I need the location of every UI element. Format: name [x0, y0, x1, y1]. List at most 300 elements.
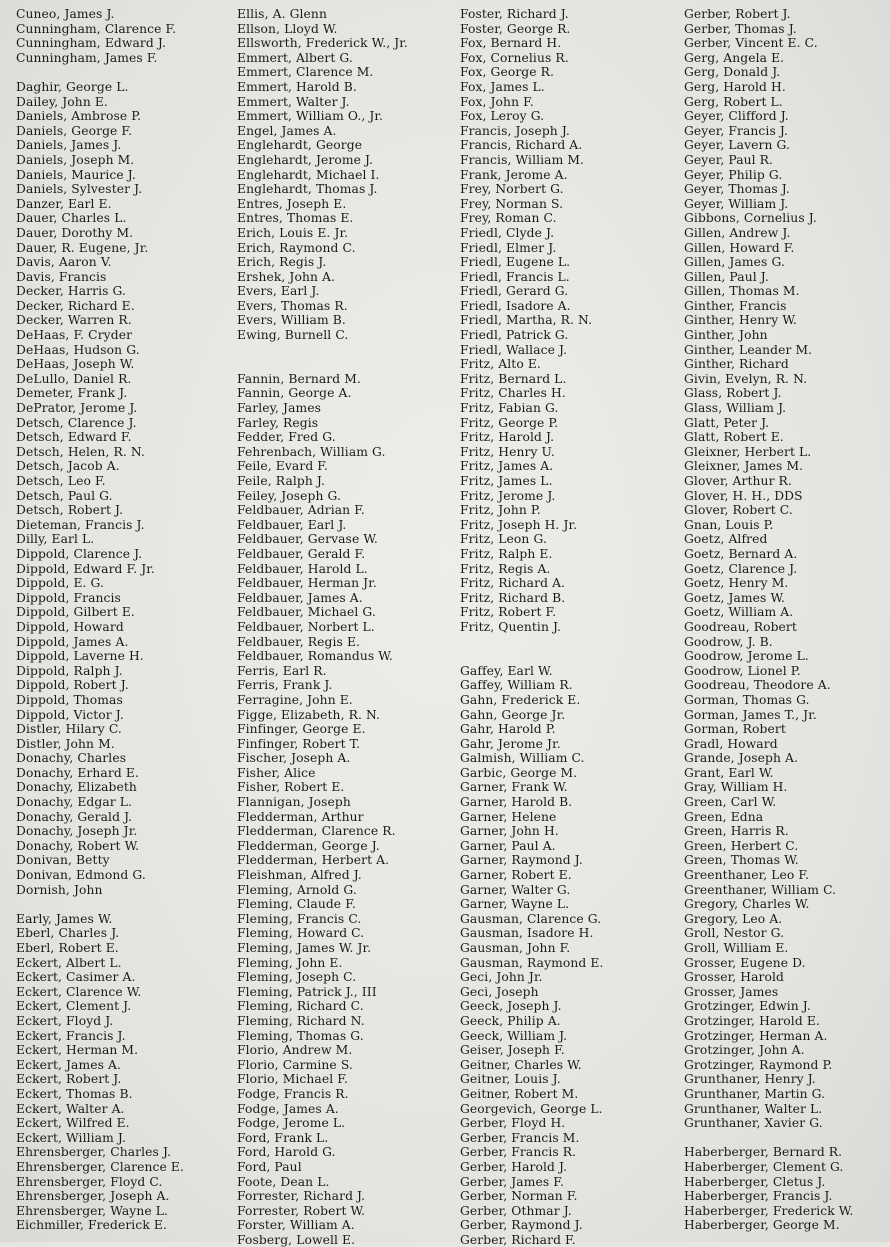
list-item: Goodreau, Theodore A. — [684, 678, 831, 693]
list-item: Gerber, Othmar J. — [460, 1203, 572, 1218]
list-item: Gillen, Paul J. — [684, 269, 769, 284]
list-item: Givin, Evelyn, R. N. — [684, 371, 808, 386]
list-item: Erich, Regis J. — [237, 255, 327, 270]
list-item: Geiser, Joseph F. — [460, 1043, 565, 1058]
list-item: Fritz, Robert F. — [460, 605, 557, 620]
list-item: Geyer, Philip G. — [684, 167, 783, 182]
list-item: Haberberger, George M. — [684, 1218, 840, 1233]
list-item: DePrator, Jerome J. — [16, 401, 138, 416]
list-item: Friedl, Eugene L. — [460, 255, 571, 270]
list-item: Gahn, Frederick E. — [460, 692, 581, 707]
list-item: Dippold, Laverne H. — [16, 649, 144, 664]
list-item: Detsch, Clarence J. — [16, 415, 137, 430]
list-item: Geitner, Robert M. — [460, 1086, 579, 1101]
list-item: Daghir, George L. — [16, 79, 129, 94]
list-item: Englehardt, Michael I. — [237, 167, 380, 182]
list-item: Garner, Wayne L. — [460, 897, 570, 912]
list-item: Fledderman, Clarence R. — [237, 824, 396, 839]
list-item: Fosberg, Lowell E. — [237, 1232, 356, 1247]
list-item: Dauer, R. Eugene, Jr. — [16, 240, 149, 255]
list-item: Fox, Leroy G. — [460, 109, 545, 124]
list-item: Gillen, James G. — [684, 255, 785, 270]
name-column-1 — [16, 7, 184, 1233]
list-item: Gerg, Harold H. — [684, 79, 786, 94]
list-item: Flannigan, Joseph — [237, 795, 351, 810]
list-spacer — [16, 65, 184, 80]
list-item: Emmert, Albert G. — [237, 50, 353, 65]
list-item: Eckert, Herman M. — [16, 1043, 139, 1058]
list-item: Eichmiller, Frederick E. — [16, 1218, 167, 1233]
list-item: Donivan, Edmond G. — [16, 868, 146, 883]
list-item: Gerber, Floyd H. — [460, 1116, 566, 1131]
list-item: Friedl, Isadore A. — [460, 298, 571, 313]
list-item: Garner, Harold B. — [460, 795, 573, 810]
list-item: Fodge, Francis R. — [237, 1086, 349, 1101]
list-item: Fleming, Richard C. — [237, 999, 364, 1014]
list-item: Foster, Richard J. — [460, 7, 569, 21]
list-item: Fritz, Jerome J. — [460, 488, 556, 503]
list-item: Eberl, Charles J. — [16, 926, 120, 941]
list-item: Fannin, George A. — [237, 386, 352, 401]
list-item: Foote, Dean L. — [237, 1174, 330, 1189]
list-item: Feldbauer, Gerald F. — [237, 546, 366, 561]
list-item: Forrester, Richard J. — [237, 1189, 366, 1204]
list-item: Gausman, John F. — [460, 941, 571, 955]
list-item: Daniels, Sylvester J. — [16, 182, 143, 197]
list-item: Frey, Norman S. — [460, 196, 564, 211]
list-item: Gerber, Thomas J. — [684, 21, 797, 36]
list-item: Feile, Ralph J. — [237, 474, 325, 488]
list-item: Fritz, Henry U. — [460, 444, 555, 459]
list-item: Gausman, Isadore H. — [460, 926, 594, 941]
list-item: Gerg, Robert L. — [684, 94, 783, 109]
list-item: Cunningham, James F. — [16, 50, 158, 65]
list-item: Fritz, Regis A. — [460, 561, 551, 576]
list-item: Gausman, Raymond E. — [460, 955, 604, 970]
list-item: Grunthaner, Henry J. — [684, 1072, 816, 1087]
list-item: Geyer, William J. — [684, 196, 789, 211]
list-item: Cunningham, Edward J. — [16, 36, 166, 51]
list-item: Davis, Aaron V. — [16, 255, 112, 270]
list-item: Gerber, James F. — [460, 1174, 565, 1189]
list-item: Donachy, Edgar L. — [16, 795, 133, 810]
list-item: Ehrensberger, Joseph A. — [16, 1189, 170, 1204]
list-item: Donachy, Joseph Jr. — [16, 824, 138, 839]
list-item: Ehrensberger, Wayne L. — [16, 1203, 169, 1218]
list-item: Garner, Raymond J. — [460, 853, 583, 868]
list-item: Decker, Warren R. — [16, 313, 132, 328]
list-item: Gillen, Thomas M. — [684, 284, 800, 299]
list-item: Gerber, Robert J. — [684, 7, 791, 21]
list-item: Feile, Evard F. — [237, 459, 329, 474]
list-item: Geitner, Charles W. — [460, 1057, 582, 1072]
list-item: Grotzinger, Herman A. — [684, 1028, 828, 1043]
list-item: Friedl, Clyde J. — [460, 225, 555, 240]
list-item: Ginther, John — [684, 328, 768, 343]
list-item: Figge, Elizabeth, R. N. — [237, 707, 381, 722]
list-item: Eckert, Clement J. — [16, 999, 132, 1014]
list-item: Dippold, Clarence J. — [16, 546, 143, 561]
list-item: Early, James W. — [16, 911, 113, 926]
list-item: Feldbauer, Gervase W. — [237, 532, 378, 547]
list-item: Greenthaner, Leo F. — [684, 868, 810, 883]
list-item: Gerber, Raymond J. — [460, 1218, 583, 1233]
list-item: Gerber, Vincent E. C. — [684, 36, 818, 51]
list-item: Dippold, Robert J. — [16, 678, 129, 693]
list-item: Fleming, Richard N. — [237, 1013, 365, 1028]
list-item: Fox, Bernard H. — [460, 36, 562, 51]
list-item: Feldbauer, Earl J. — [237, 517, 347, 532]
list-item: Feldbauer, Romandus W. — [237, 649, 393, 664]
list-item: Goetz, James W. — [684, 590, 786, 605]
list-item: Geyer, Paul R. — [684, 152, 774, 167]
list-item: Feldbauer, Norbert L. — [237, 619, 375, 634]
list-item: Gerg, Angela E. — [684, 50, 785, 65]
list-spacer — [237, 357, 408, 372]
list-item: Goodrow, J. B. — [684, 634, 773, 649]
list-item: Donachy, Elizabeth — [16, 780, 137, 795]
list-item: Fritz, Bernard L. — [460, 371, 567, 386]
list-item: Farley, Regis — [237, 415, 319, 430]
list-item: Donachy, Erhard E. — [16, 765, 139, 780]
list-item: Eckert, Albert L. — [16, 955, 122, 970]
list-item: Grotzinger, Raymond P. — [684, 1057, 833, 1072]
list-item: Florio, Carmine S. — [237, 1057, 353, 1072]
list-item: Garbic, George M. — [460, 765, 578, 780]
list-item: Geci, Joseph — [460, 984, 539, 999]
list-item: Fehrenbach, William G. — [237, 444, 386, 459]
list-item: Dauer, Dorothy M. — [16, 225, 134, 240]
list-item: Eckert, Casimer A. — [16, 970, 136, 985]
list-item: Haberberger, Francis J. — [684, 1189, 833, 1204]
list-item: Ehrensberger, Charles J. — [16, 1145, 172, 1160]
list-item: Ginther, Richard — [684, 357, 789, 372]
list-item: Decker, Harris G. — [16, 284, 127, 299]
list-item: Emmert, Clarence M. — [237, 65, 374, 80]
list-item: Fodge, James A. — [237, 1101, 339, 1116]
list-item: Fisher, Robert E. — [237, 780, 345, 795]
list-item: Eckert, James A. — [16, 1057, 122, 1072]
list-item: Cuneo, James J. — [16, 7, 115, 21]
list-item: Fritz, Ralph E. — [460, 546, 553, 561]
list-item: Haberberger, Bernard R. — [684, 1145, 843, 1160]
list-item: Goetz, Bernard A. — [684, 546, 798, 561]
list-item: Gahn, George Jr. — [460, 707, 566, 722]
list-item: Gillen, Howard F. — [684, 240, 795, 255]
list-item: Ford, Frank L. — [237, 1130, 329, 1145]
list-item: Fritz, Charles H. — [460, 386, 566, 401]
list-item: Distler, Hilary C. — [16, 722, 122, 737]
list-item: Groll, William E. — [684, 941, 789, 955]
list-item: Georgevich, George L. — [460, 1101, 603, 1116]
list-item: Fritz, Richard A. — [460, 576, 566, 591]
list-item: Grunthaner, Xavier G. — [684, 1116, 823, 1131]
list-item: Gregory, Charles W. — [684, 897, 810, 912]
list-item: Fritz, John P. — [460, 503, 541, 518]
list-item: Engel, James A. — [237, 123, 337, 138]
list-item: Farley, James — [237, 401, 322, 416]
list-item: Glover, H. H., DDS — [684, 488, 803, 503]
list-item: Dippold, Victor J. — [16, 707, 124, 722]
list-item: Ewing, Burnell C. — [237, 328, 349, 343]
list-item: Erich, Louis E. Jr. — [237, 225, 349, 240]
list-item: Gregory, Leo A. — [684, 911, 783, 926]
list-item: Glatt, Peter J. — [684, 415, 770, 430]
list-item: Gorman, Robert — [684, 722, 786, 737]
list-item: Gaffey, Earl W. — [460, 663, 553, 678]
list-item: Fox, James L. — [460, 79, 545, 94]
list-item: Englehardt, Thomas J. — [237, 182, 378, 197]
list-item: Eckert, Francis J. — [16, 1028, 126, 1043]
list-item: Detsch, Paul G. — [16, 488, 113, 503]
list-spacer — [460, 635, 603, 650]
list-item: Glover, Arthur R. — [684, 474, 792, 488]
list-item: Geeck, William J. — [460, 1028, 568, 1043]
list-item: Donivan, Betty — [16, 853, 110, 868]
list-item: Fox, John F. — [460, 94, 534, 109]
list-item: Ford, Harold G. — [237, 1145, 336, 1160]
list-item: Gausman, Clarence G. — [460, 911, 602, 926]
list-item: Gerber, Richard F. — [460, 1232, 576, 1247]
list-item: Florio, Michael F. — [237, 1072, 349, 1087]
list-item: Fodge, Jerome L. — [237, 1116, 346, 1131]
list-item: Frank, Jerome A. — [460, 167, 568, 182]
list-item: Feldbauer, Michael G. — [237, 605, 376, 620]
list-item: Daniels, Maurice J. — [16, 167, 136, 182]
list-item: Gahr, Jerome Jr. — [460, 736, 561, 751]
list-item: Ferris, Earl R. — [237, 663, 327, 678]
list-item: Green, Carl W. — [684, 795, 777, 810]
list-item: Evers, Earl J. — [237, 284, 320, 299]
list-item: Friedl, Martha, R. N. — [460, 313, 593, 328]
list-item: Haberberger, Frederick W. — [684, 1203, 854, 1218]
list-item: Dippold, Howard — [16, 619, 124, 634]
list-item: Fleming, Patrick J., III — [237, 984, 377, 999]
list-item: Ginther, Leander M. — [684, 342, 813, 357]
list-item: Friedl, Patrick G. — [460, 328, 569, 343]
list-item: Gnan, Louis P. — [684, 517, 774, 532]
list-item: Ginther, Henry W. — [684, 313, 797, 328]
list-item: Glover, Robert C. — [684, 503, 793, 518]
list-item: Grunthaner, Martin G. — [684, 1086, 826, 1101]
list-item: Fritz, Harold J. — [460, 430, 555, 445]
list-item: Goodrow, Jerome L. — [684, 649, 809, 664]
list-item: Haberberger, Cletus J. — [684, 1174, 826, 1189]
list-item: Geyer, Thomas J. — [684, 182, 790, 197]
list-item: Eckert, Thomas B. — [16, 1086, 133, 1101]
list-item: Gorman, James T., Jr. — [684, 707, 817, 722]
list-item: Grunthaner, Walter L. — [684, 1101, 823, 1116]
list-item: Francis, Richard A. — [460, 138, 583, 153]
list-item: Fleming, Thomas G. — [237, 1028, 364, 1043]
list-item: Feldbauer, Herman Jr. — [237, 576, 377, 591]
list-item: Fritz, Alto E. — [460, 357, 541, 372]
list-spacer — [16, 897, 184, 912]
list-item: Fritz, Fabian G. — [460, 401, 559, 416]
name-column-3 — [460, 7, 603, 1247]
list-item: Fritz, James L. — [460, 474, 553, 488]
list-item: Gorman, Thomas G. — [684, 692, 810, 707]
list-item: Friedl, Elmer J. — [460, 240, 557, 255]
list-item: Fritz, James A. — [460, 459, 554, 474]
list-item: Detsch, Jacob A. — [16, 459, 120, 474]
list-item: Daniels, James J. — [16, 138, 122, 153]
list-item: Danzer, Earl E. — [16, 196, 112, 211]
list-item: Fritz, Richard B. — [460, 590, 566, 605]
list-item: Grande, Joseph A. — [684, 751, 799, 766]
list-item: Eckert, Robert J. — [16, 1072, 122, 1087]
list-item: Grotzinger, John A. — [684, 1043, 805, 1058]
list-spacer — [684, 1131, 853, 1146]
list-item: Ehrensberger, Floyd C. — [16, 1174, 163, 1189]
list-item: Ford, Paul — [237, 1159, 302, 1174]
list-item: Daniels, Joseph M. — [16, 152, 135, 167]
list-item: Green, Herbert C. — [684, 838, 799, 853]
list-item: Dieteman, Francis J. — [16, 517, 145, 532]
list-item: Eckert, William J. — [16, 1130, 126, 1145]
list-item: Friedl, Wallace J. — [460, 342, 568, 357]
list-item: Daniels, George F. — [16, 123, 133, 138]
list-item: Fox, George R. — [460, 65, 555, 80]
list-item: Greenthaner, William C. — [684, 882, 837, 897]
list-item: Ehrensberger, Clarence E. — [16, 1159, 185, 1174]
list-item: Finfinger, George E. — [237, 722, 366, 737]
list-item: Dailey, John E. — [16, 94, 108, 109]
list-item: Eckert, Clarence W. — [16, 984, 142, 999]
list-spacer — [237, 343, 408, 358]
list-item: Feldbauer, Regis E. — [237, 634, 361, 649]
list-item: Dippold, James A. — [16, 634, 129, 649]
list-item: Glass, William J. — [684, 401, 787, 416]
list-item: DeHaas, F. Cryder — [16, 328, 133, 343]
list-item: Gerg, Donald J. — [684, 65, 781, 80]
list-item: Friedl, Francis L. — [460, 269, 570, 284]
list-item: Ellsworth, Frederick W., Jr. — [237, 36, 408, 51]
list-item: Englehardt, George — [237, 138, 363, 153]
name-column-2 — [237, 7, 408, 1247]
list-item: Fledderman, George J. — [237, 838, 380, 853]
list-item: Evers, Thomas R. — [237, 298, 348, 313]
list-item: Geci, John Jr. — [460, 970, 543, 985]
list-item: Gerber, Francis M. — [460, 1130, 580, 1145]
list-item: Decker, Richard E. — [16, 298, 135, 313]
list-item: Gaffey, William R. — [460, 678, 573, 693]
list-item: Dippold, E. G. — [16, 576, 105, 591]
list-item: Fleming, Howard C. — [237, 926, 365, 941]
list-item: Fritz, George P. — [460, 415, 559, 430]
list-item: DeLullo, Daniel R. — [16, 371, 132, 386]
list-item: Goetz, Clarence J. — [684, 561, 798, 576]
list-item: Fannin, Bernard M. — [237, 371, 361, 386]
list-item: Dilly, Earl L. — [16, 532, 95, 547]
list-item: Dippold, Edward F. Jr. — [16, 561, 155, 576]
list-item: Ginther, Francis — [684, 298, 787, 313]
list-item: Cunningham, Clarence F. — [16, 21, 177, 36]
list-item: Fritz, Leon G. — [460, 532, 547, 547]
list-item: Goodreau, Robert — [684, 619, 797, 634]
list-item: Fleming, Claude F. — [237, 897, 356, 912]
list-item: Gahr, Harold P. — [460, 722, 556, 737]
list-item: Ferris, Frank J. — [237, 678, 333, 693]
list-item: Garner, Helene — [460, 809, 557, 824]
list-item: Gibbons, Cornelius J. — [684, 211, 817, 226]
list-item: Fleming, John E. — [237, 955, 343, 970]
list-item: Gillen, Andrew J. — [684, 225, 791, 240]
list-item: Dornish, John — [16, 882, 103, 897]
list-item: Grosser, Harold — [684, 970, 784, 985]
list-item: Demeter, Frank J. — [16, 386, 128, 401]
list-item: Ershek, John A. — [237, 269, 336, 284]
list-item: Glass, Robert J. — [684, 386, 782, 401]
list-item: Geyer, Lavern G. — [684, 138, 790, 153]
list-item: Garner, Robert E. — [460, 868, 572, 883]
list-item: Fleming, Francis C. — [237, 911, 362, 926]
list-item: Foster, George R. — [460, 21, 571, 36]
list-item: Davis, Francis — [16, 269, 107, 284]
list-item: Grosser, James — [684, 984, 779, 999]
list-item: Fritz, Joseph H. Jr. — [460, 517, 578, 532]
list-item: Ellson, Lloyd W. — [237, 21, 338, 36]
list-item: Friedl, Gerard G. — [460, 284, 569, 299]
name-column-4 — [684, 7, 853, 1233]
list-item: Dippold, Ralph J. — [16, 663, 123, 678]
list-item: Entres, Thomas E. — [237, 211, 354, 226]
list-item: Goetz, Alfred — [684, 532, 768, 547]
list-item: Ellis, A. Glenn — [237, 7, 327, 21]
list-item: Eckert, Wilfred E. — [16, 1116, 130, 1131]
list-item: Green, Thomas W. — [684, 853, 799, 868]
list-item: Geyer, Clifford J. — [684, 109, 789, 124]
list-item: DeHaas, Joseph W. — [16, 357, 135, 372]
list-item: Grotzinger, Edwin J. — [684, 999, 811, 1014]
list-item: Garner, Frank W. — [460, 780, 568, 795]
list-item: Goodrow, Lionel P. — [684, 663, 801, 678]
list-item: Donachy, Robert W. — [16, 838, 140, 853]
list-item: Garner, Walter G. — [460, 882, 571, 897]
list-item: Fox, Cornelius R. — [460, 50, 569, 65]
list-item: Haberberger, Clement G. — [684, 1159, 844, 1174]
list-item: Eckert, Walter A. — [16, 1101, 125, 1116]
list-spacer — [460, 649, 603, 664]
list-item: Frey, Norbert G. — [460, 182, 564, 197]
list-item: Geyer, Francis J. — [684, 123, 788, 138]
list-item: Gerber, Norman F. — [460, 1189, 578, 1204]
list-item: Detsch, Leo F. — [16, 474, 106, 488]
list-item: Gerber, Harold J. — [460, 1159, 568, 1174]
list-item: Gray, William H. — [684, 780, 788, 795]
list-item: Frey, Roman C. — [460, 211, 557, 226]
list-item: Fleming, Joseph C. — [237, 970, 357, 985]
list-item: Fritz, Quentin J. — [460, 619, 562, 634]
list-item: Dauer, Charles L. — [16, 211, 127, 226]
list-item: Detsch, Robert J. — [16, 503, 124, 518]
list-item: Dippold, Thomas — [16, 692, 123, 707]
list-item: Distler, John M. — [16, 736, 115, 751]
list-item: Fisher, Alice — [237, 765, 316, 780]
list-item: Detsch, Helen, R. N. — [16, 444, 145, 459]
list-item: Garner, Paul A. — [460, 838, 556, 853]
list-item: Geitner, Louis J. — [460, 1072, 561, 1087]
list-item: Feldbauer, James A. — [237, 590, 363, 605]
list-item: Gerber, Francis R. — [460, 1145, 577, 1160]
list-item: Daniels, Ambrose P. — [16, 109, 142, 124]
list-item: Goetz, William A. — [684, 605, 794, 620]
list-item: Eberl, Robert E. — [16, 941, 119, 955]
list-item: Donachy, Gerald J. — [16, 809, 133, 824]
list-item: Glatt, Robert E. — [684, 430, 784, 445]
list-item: Gleixner, James M. — [684, 459, 804, 474]
list-item: Forrester, Robert W. — [237, 1203, 366, 1218]
